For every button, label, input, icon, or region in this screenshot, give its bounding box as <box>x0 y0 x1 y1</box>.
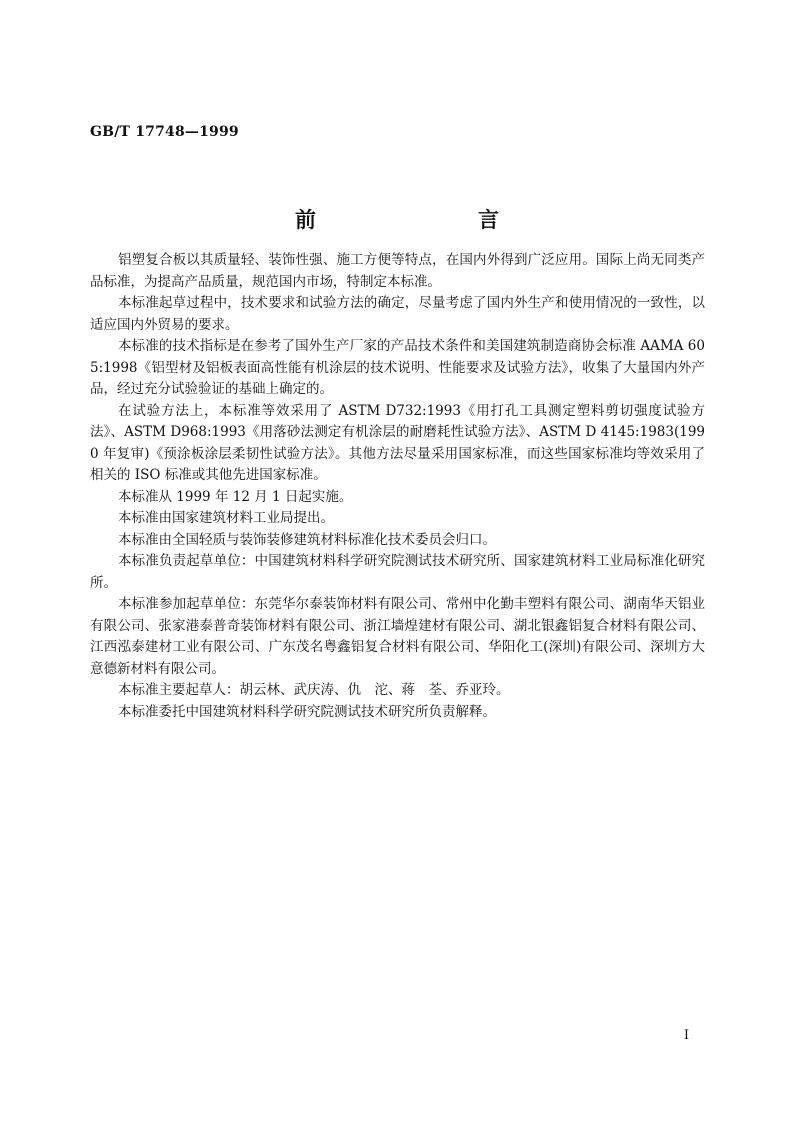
paragraph-technical-indicators: 本标准的技术指标是在参考了国外生产厂家的产品技术条件和美国建筑制造商协会标准 AAMA 605:1998《铝型材及铝板表面高性能有机涂层的技术说明、性能要求及试验方法》，收集了大量国内外产品，经过充分试验验证的基础上确定的。 <box>90 338 705 397</box>
paragraph-main-drafters: 本标准主要起草人：胡云林、武庆涛、仇 沱、蒋 荃、乔亚玲。 <box>118 682 510 698</box>
paragraph-interpretation: 本标准委托中国建筑材料科学研究院测试技术研究所负责解释。 <box>118 703 496 720</box>
paragraph-intro: 铝塑复合板以其质量轻、装饰性强、施工方便等特点，在国内外得到广泛应用。国际上尚无同类产品标准，为提高产品质量，规范国内市场，特制定本标准。 <box>90 252 705 290</box>
paragraph-drafting-process: 本标准起草过程中，技术要求和试验方法的确定，尽量考虑了国内外生产和使用情况的一致性，以适应国内外贸易的要求。 <box>90 295 705 333</box>
paragraph-test-methods: 在试验方法上，本标准等效采用了 ASTM D732:1993《用打孔工具测定塑料剪切强度试验方法》、ASTM D968:1993《用落砂法测定有机涂层的耐磨耗性试验方法》、ASTM D 4145:1983(1990 年复审)《预涂板涂层柔韧性试验方法》。其他方法尽量采用国家标准，而这些国家标准均等效采用了相关的 ISO 标准或其他先进国家标准。 <box>90 402 705 483</box>
paragraph-lead-drafter: 本标准负责起草单位：中国建筑材料科学研究院测试技术研究所、国家建筑材料工业局标准化研究所。 <box>90 553 705 591</box>
page-number: I <box>683 1028 689 1043</box>
paragraph-effective-date: 本标准从 1999 年 12 月 1 日起实施。 <box>118 488 353 505</box>
paragraph-committee: 本标准由全国轻质与装饰装修建筑材料标准化技术委员会归口。 <box>118 531 496 548</box>
paragraph-participating-units: 本标准参加起草单位：东莞华尔泰装饰材料有限公司、常州中化勤丰塑料有限公司、湖南华天铝业有限公司、张家港泰普奇装饰材料有限公司、浙江墙煌建材有限公司、湖北银鑫铝复合材料有限公司、江西泓泰建材工业有限公司、广东茂名粤鑫铝复合材料有限公司、华阳化工(深圳)有限公司、深圳方大意德新材料有限公司。 <box>90 596 705 677</box>
page-title: 前 言 <box>295 207 539 232</box>
body-text <box>90 250 705 723</box>
standard-code: GB/T 17748—1999 <box>90 124 239 140</box>
paragraph-proposer: 本标准由国家建筑材料工业局提出。 <box>118 510 334 526</box>
